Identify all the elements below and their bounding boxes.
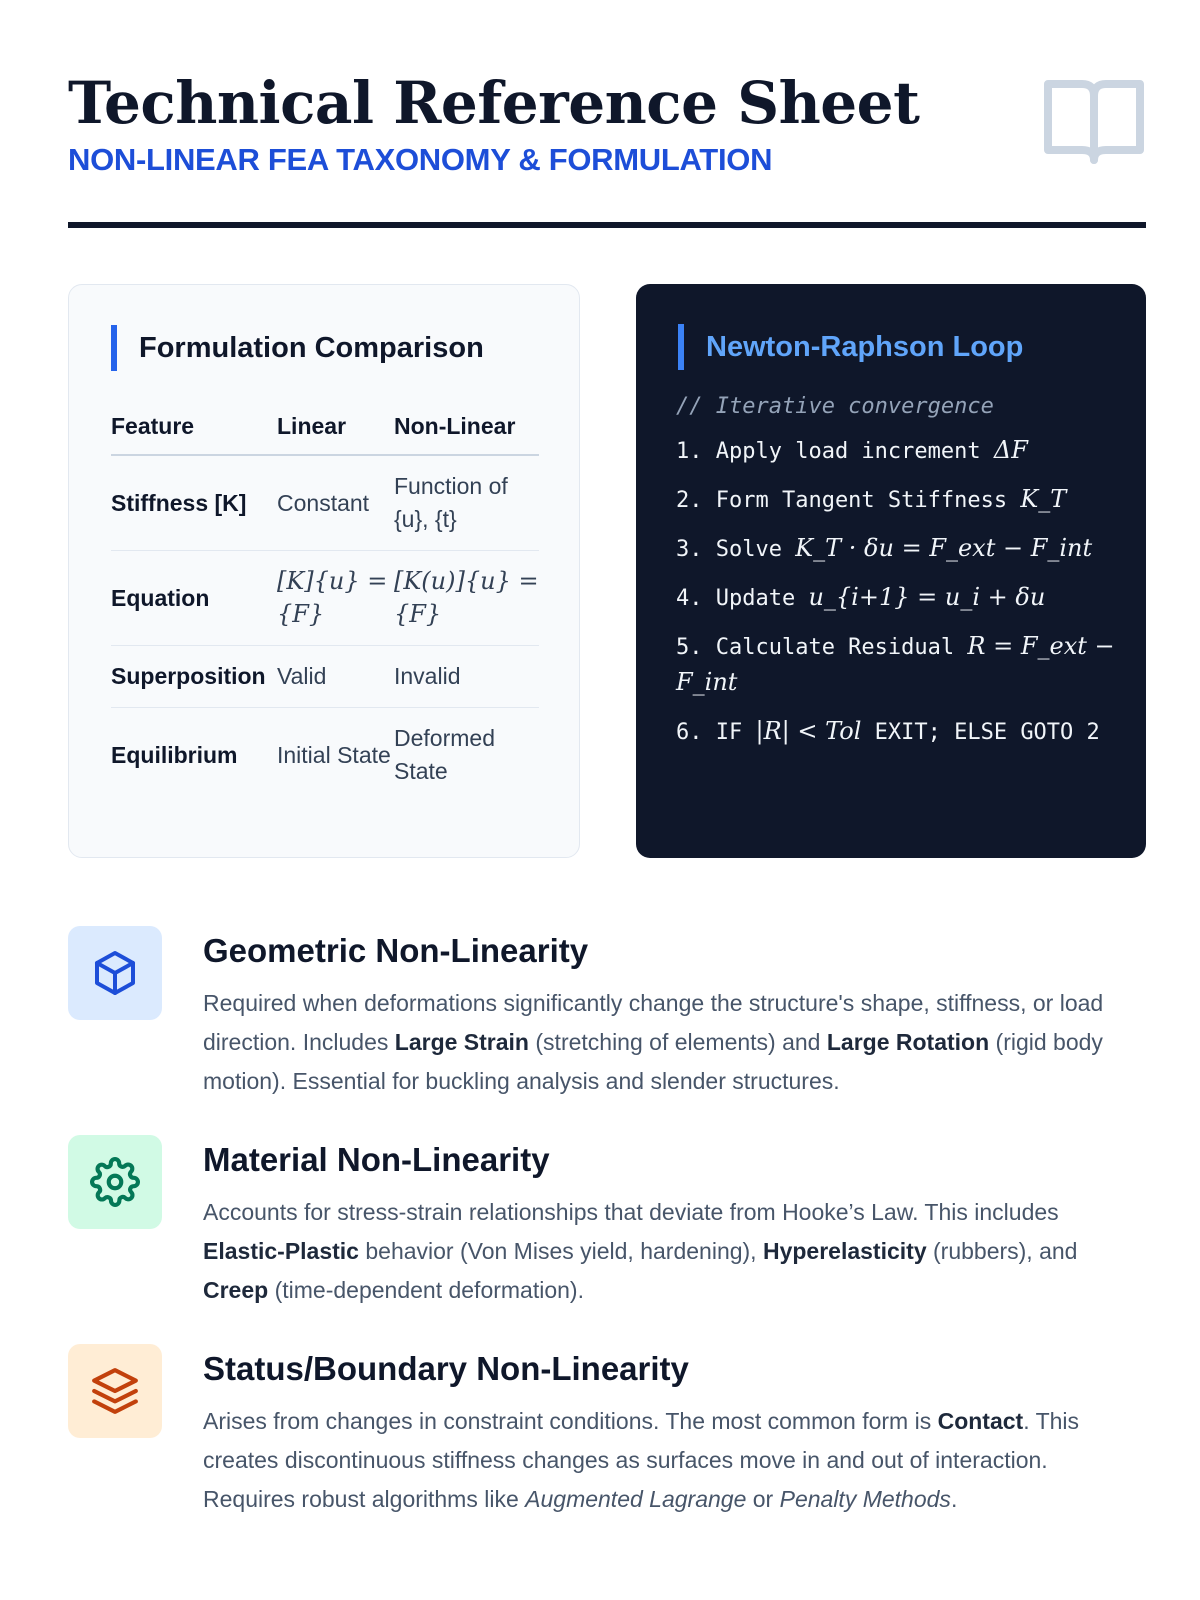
table-cell: Initial State (277, 741, 391, 768)
algorithm-step: 3. Solve K_T · δu = F_ext − F_int (676, 534, 1093, 562)
table-cell: Valid (277, 646, 394, 708)
feature-title: Material Non-Linearity (203, 1141, 550, 1178)
code-comment: // Iterative convergence (676, 394, 994, 419)
table-row (111, 455, 539, 551)
comparison-table (111, 405, 539, 802)
table-cell: Equilibrium (111, 741, 238, 768)
algorithm-step: 1. Apply load increment ΔF (676, 436, 1028, 464)
table-cell: Invalid (394, 646, 539, 708)
algorithm-code (676, 394, 1116, 763)
table-row (111, 646, 539, 708)
column-header: Feature (111, 405, 277, 455)
cube-icon (68, 926, 162, 1020)
comparison-title-text: Formulation Comparison (139, 331, 484, 364)
page-subtitle: NON-LINEAR FEA TAXONOMY & FORMULATION (68, 142, 773, 177)
feature-description: Arises from changes in constraint conditions. The most common form is Contact. This creates discontinuous stiffness changes as surfaces move in and out of interaction. Requires robust algorithms like Augmented Lagrange or Penalty Methods. (203, 1408, 1080, 1512)
newton-raphson-card (636, 284, 1146, 858)
table-cell: [K(u)]{u} = {F} (394, 551, 539, 646)
newton-title (678, 324, 1023, 370)
comparison-title (111, 325, 484, 371)
algorithm-step: 6. IF |R| < Tol EXIT; ELSE GOTO 2 (676, 717, 1100, 745)
algorithm-step: 2. Form Tangent Stiffness K_T (676, 485, 1067, 513)
header-divider (68, 222, 1146, 228)
algorithm-step: 4. Update u_{i+1} = u_i + δu (676, 583, 1046, 611)
table-cell: Stiffness [K] (111, 455, 277, 551)
table-row (111, 551, 539, 646)
table-cell: Equation (111, 551, 277, 646)
table-cell: Constant (277, 455, 394, 551)
accent-bar (111, 325, 117, 371)
feature-description: Accounts for stress-strain relationships that deviate from Hooke’s Law. This includes Elastic-Plastic behavior (Von Mises yield, hardening), Hyperelasticity (rubbers), and Creep (time-dependent deformation). (203, 1199, 1078, 1303)
accent-bar (678, 324, 684, 370)
column-header: Linear (277, 405, 394, 455)
page-title: Technical Reference Sheet (68, 69, 920, 137)
table-cell: Function of {u}, {t} (394, 455, 539, 551)
table-cell: Superposition (111, 646, 277, 708)
feature-title: Status/Boundary Non-Linearity (203, 1350, 689, 1387)
gear-icon (68, 1135, 162, 1229)
table-cell: [K]{u} = {F} (277, 551, 394, 646)
column-header: Non-Linear (394, 405, 539, 455)
layers-icon (68, 1344, 162, 1438)
newton-title-text: Newton-Raphson Loop (706, 330, 1024, 363)
comparison-card (68, 284, 580, 858)
table-header-row (111, 405, 539, 455)
table-cell: Deformed State (394, 725, 495, 784)
book-icon (1042, 76, 1146, 168)
algorithm-step: 5. Calculate Residual R = F_ext − F_int (676, 632, 1115, 696)
table-row (111, 708, 539, 803)
feature-title: Geometric Non-Linearity (203, 932, 589, 969)
feature-description: Required when deformations significantly change the structure's shape, stiffness, or load direction. Includes Large Strain (stretching of elements) and Large Rotation (rigid body motion). Essential for buckling analysis and slender structures. (203, 990, 1104, 1094)
page-header (68, 70, 1146, 230)
